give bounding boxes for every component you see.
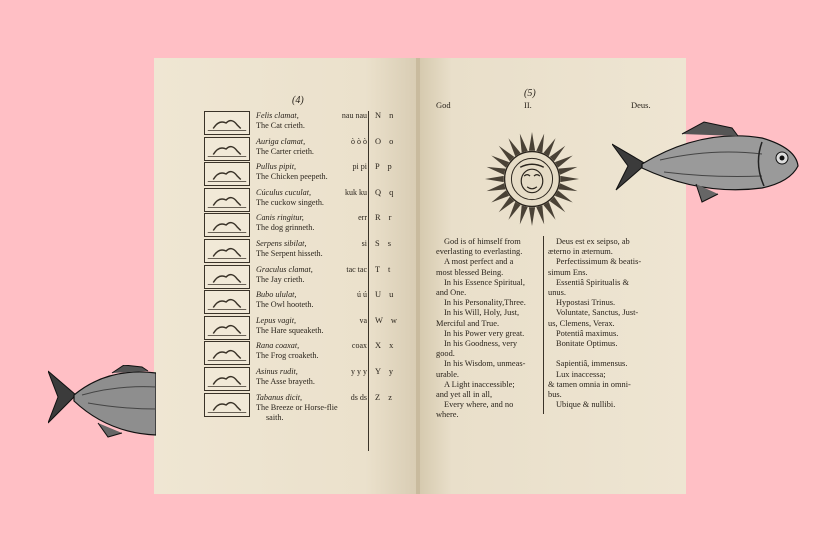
latin-line: Bonitate Optimus.: [556, 339, 618, 348]
letter-pair: W w: [375, 315, 400, 325]
english-line: A Light inaccessible;: [444, 379, 515, 389]
sound-text: coax: [351, 341, 367, 351]
english-line: In his Goodness, very: [444, 339, 518, 348]
sound-text: ò ò ò: [351, 136, 367, 146]
english-line: Merciful and True.: [436, 318, 500, 328]
latin-line: bus.: [548, 390, 562, 399]
english-line: Every where, and no: [444, 400, 514, 410]
sun-ray: [536, 205, 544, 224]
latin-line: Essentiâ Spiritualis &: [556, 277, 630, 287]
fish-left-illustration: [48, 365, 156, 443]
latin-phrase: Cúculus cuculat, The cuckow singeth.: [256, 187, 324, 207]
right-page-number: (5): [524, 88, 536, 99]
sound-text: err: [358, 213, 367, 223]
latin-line: simum Ens.: [548, 267, 588, 277]
latin-phrase: Tabanus dicit, The Breeze or Horse-flie saith.: [256, 392, 338, 422]
animal-woodcut-icon: [204, 316, 250, 340]
latin-phrase: Bubo ululat, The Owl hooteth.: [256, 290, 314, 310]
left-page: [154, 58, 418, 494]
sun-ray: [485, 176, 504, 182]
alphabet-row: [204, 111, 416, 136]
english-line: everlasting to everlasting.: [436, 247, 523, 257]
animal-woodcut-icon: [204, 137, 250, 161]
latin-line: Lux inaccessa;: [556, 369, 606, 379]
animal-woodcut-icon: [204, 213, 250, 237]
sun-ray: [487, 167, 506, 175]
sun-ray: [529, 207, 535, 226]
sun-emblem: [482, 130, 582, 228]
latin-line: Hypostasi Trinus.: [556, 298, 616, 308]
letter-pair: T t: [375, 264, 394, 274]
sound-text: ú ú: [357, 290, 367, 300]
english-line: where.: [436, 410, 459, 420]
header-god: God: [436, 100, 451, 110]
latin-phrase: Serpens sibilat, The Serpent hisseth.: [256, 239, 323, 258]
latin-phrase: Auriga clamat, The Carter crieth.: [256, 136, 314, 156]
animal-woodcut-icon: [204, 367, 250, 391]
animal-woodcut-icon: [204, 265, 250, 289]
sun-ray: [520, 134, 528, 153]
sun-ray: [536, 134, 544, 153]
animal-woodcut-icon: [204, 393, 250, 417]
english-line: In his Will, Holy, Just,: [444, 308, 520, 318]
left-page-number: (4): [292, 95, 304, 106]
sun-ray: [508, 202, 520, 220]
sun-ray: [550, 146, 565, 161]
sound-text: tac tac: [346, 264, 367, 274]
latin-phrase: Lepus vagit, The Hare squeaketh.: [256, 315, 324, 335]
sun-ray: [543, 138, 555, 156]
sound-text: nau nau: [341, 111, 367, 120]
sound-text: va: [359, 315, 367, 325]
latin-line: us, Clemens, Verax.: [548, 318, 615, 328]
english-line: and yet all in all,: [436, 390, 493, 399]
sun-ray: [555, 190, 573, 202]
letter-pair: R r: [375, 213, 395, 223]
english-line: In his Essence Spiritual,: [444, 277, 525, 287]
alphabet-row: [204, 367, 416, 392]
sound-text: si: [361, 239, 367, 248]
latin-phrase: Graculus clamat, The Jay crieth.: [256, 264, 313, 284]
latin-line: unus.: [548, 288, 566, 297]
latin-line: Ubique & nullibi.: [556, 400, 616, 410]
sun-ray: [555, 155, 573, 167]
alphabet-row: [204, 316, 416, 341]
sun-ray: [558, 183, 577, 191]
sun-ray: [499, 146, 514, 161]
alphabet-row: [204, 162, 416, 187]
english-line: A most perfect and a: [444, 257, 514, 267]
animal-woodcut-icon: [204, 162, 250, 186]
letter-pair: P p: [375, 162, 395, 172]
letter-pair: Z z: [375, 392, 395, 402]
english-line: In his Wisdom, unmeas-: [444, 359, 526, 369]
latin-phrase: Rana coaxat, The Frog croaketh.: [256, 341, 319, 361]
english-line: most blessed Being.: [436, 267, 504, 277]
english-line: God is of himself from: [444, 237, 521, 246]
header-chapter: II.: [524, 100, 532, 110]
alphabet-row: [204, 341, 416, 366]
english-line: urable.: [436, 369, 460, 379]
latin-phrase: Felis clamat, The Cat crieth.: [256, 111, 305, 130]
column-rule-right: [543, 236, 544, 414]
letter-pair: O o: [375, 136, 397, 146]
header-deus: Deus.: [631, 100, 651, 110]
open-book: [154, 58, 686, 494]
sound-text: kuk ku: [345, 187, 367, 197]
sun-ray: [508, 138, 520, 156]
english-line: In his Power very great.: [444, 328, 525, 338]
latin-line: Voluntate, Sanctus, Just-: [556, 308, 639, 318]
animal-woodcut-icon: [204, 341, 250, 365]
latin-line: Perfectissimum & beatis-: [556, 257, 642, 267]
alphabet-row: [204, 265, 416, 290]
latin-phrase: Canis ringitur, The dog grinneth.: [256, 213, 315, 233]
letter-pair: S s: [375, 239, 395, 248]
alphabet-row: [204, 392, 416, 422]
animal-woodcut-icon: [204, 239, 250, 263]
letter-pair: U u: [375, 290, 397, 300]
latin-line: & tamen omnia in omni-: [548, 379, 631, 389]
english-line: and One.: [436, 288, 467, 297]
alphabet-row: [204, 188, 416, 213]
sun-ray: [543, 202, 555, 220]
english-line: good.: [436, 349, 455, 359]
sun-ray: [487, 183, 506, 191]
animal-woodcut-icon: [204, 188, 250, 212]
sun-ray: [520, 205, 528, 224]
latin-phrase: Pullus pipit, The Chicken peepeth.: [256, 162, 328, 182]
english-line: In his Personality,Three.: [444, 298, 526, 308]
animal-woodcut-icon: [204, 290, 250, 314]
letter-pair: N n: [375, 111, 397, 120]
latin-line: æterno in æternum.: [548, 247, 613, 257]
alphabet-row: [204, 290, 416, 315]
alphabet-row: [204, 213, 416, 238]
alphabet-row: [204, 137, 416, 162]
alphabet-row: [204, 239, 416, 264]
sun-ray: [499, 197, 514, 212]
sun-ray: [529, 132, 535, 151]
letter-pair: X x: [375, 341, 397, 351]
sound-text: pi pi: [352, 162, 367, 172]
sound-text: ds ds: [350, 392, 367, 402]
latin-line: Sapientiâ, immensus.: [556, 359, 628, 369]
animal-woodcut-icon: [204, 111, 250, 135]
sound-text: y y y: [351, 367, 367, 376]
sun-ray: [491, 190, 509, 202]
latin-line: Potentiâ maximus.: [556, 328, 619, 338]
letter-pair: Q q: [375, 187, 397, 197]
sun-ray: [550, 197, 565, 212]
sun-ray: [560, 176, 579, 182]
letter-pair: Y y: [375, 367, 397, 376]
sun-ray: [558, 167, 577, 175]
sun-ray: [491, 155, 509, 167]
latin-phrase: Asinus rudit, The Asse brayeth.: [256, 367, 315, 386]
latin-line: Deus est ex seipso, ab: [556, 237, 630, 246]
fish-right-illustration: [612, 118, 800, 208]
